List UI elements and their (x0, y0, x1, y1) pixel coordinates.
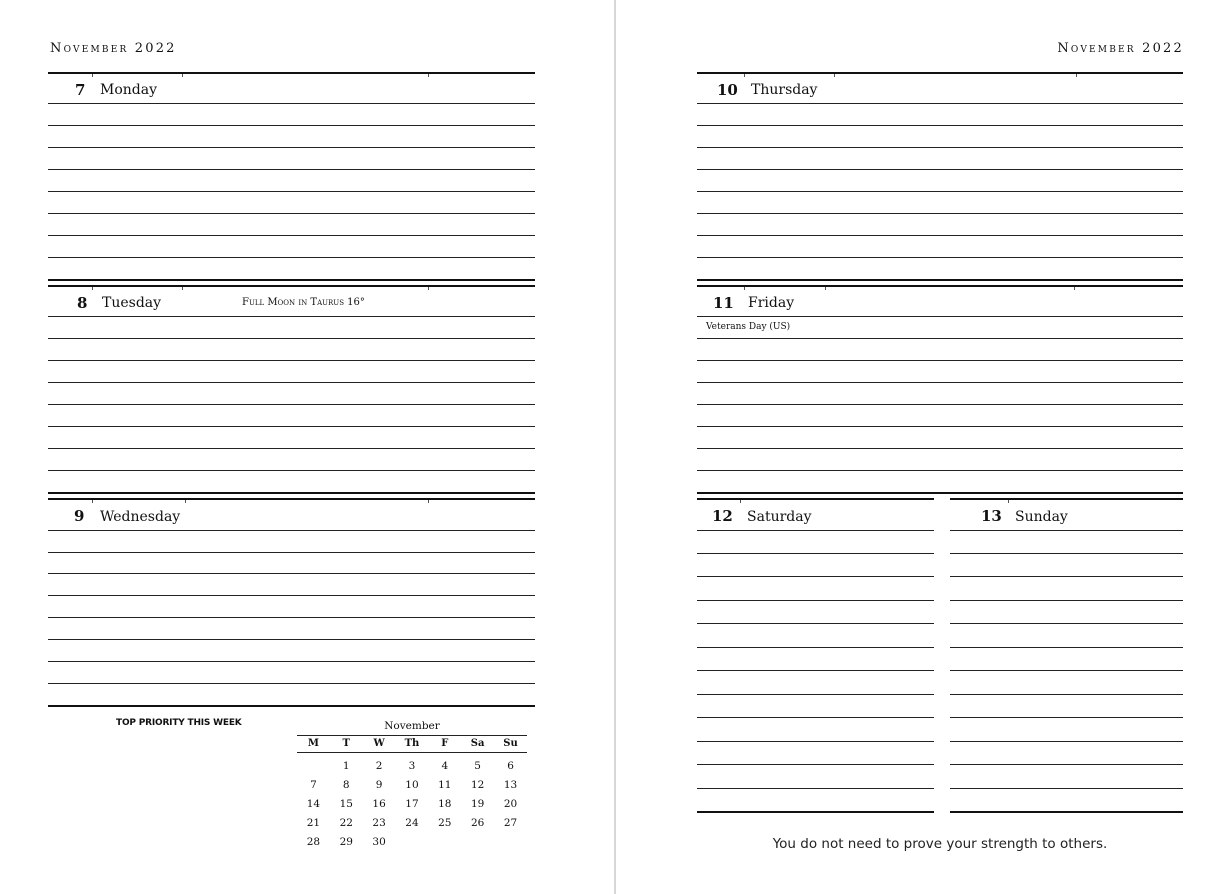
calendar-date[interactable]: 6 (507, 759, 514, 772)
calendar-date[interactable]: 7 (310, 778, 317, 791)
day-block-saturday[interactable] (697, 498, 934, 816)
day-block-wednesday[interactable] (48, 498, 535, 708)
calendar-date[interactable]: 4 (441, 759, 449, 772)
calendar-date[interactable]: 12 (470, 778, 485, 791)
calendar-date[interactable]: 21 (306, 816, 321, 829)
calendar-date[interactable]: 29 (339, 835, 353, 848)
holiday-label: Veterans Day (US) (706, 322, 791, 332)
day-block-sunday[interactable] (950, 498, 1183, 816)
day-number: 13 (981, 507, 1002, 525)
day-number: 7 (75, 81, 86, 99)
weekday-header: W (363, 736, 396, 753)
calendar-date[interactable]: 23 (372, 816, 386, 829)
day-name: Saturday (747, 509, 812, 525)
day-number: 11 (713, 294, 734, 312)
day-block-thursday[interactable] (697, 72, 1183, 286)
weekday-header: F (428, 736, 461, 753)
calendar-date[interactable]: 11 (438, 778, 452, 791)
calendar-date[interactable]: 9 (375, 778, 383, 791)
day-block-friday[interactable] (697, 285, 1183, 499)
day-name: Tuesday (102, 295, 162, 311)
day-block-tuesday[interactable] (48, 285, 535, 499)
calendar-date[interactable]: 1 (342, 759, 350, 772)
calendar-date[interactable] (428, 832, 461, 851)
calendar-date[interactable]: 22 (339, 816, 353, 829)
weekday-header: T (330, 736, 363, 753)
moon-event: Full Moon in Taurus 16° (242, 297, 365, 308)
day-name: Monday (100, 82, 157, 98)
weekday-header: Su (494, 736, 527, 753)
calendar-date[interactable]: 10 (405, 778, 419, 791)
mini-calendar (297, 720, 527, 851)
day-number: 9 (74, 507, 85, 525)
calendar-date[interactable]: 14 (306, 797, 321, 810)
calendar-date[interactable]: 15 (339, 797, 353, 810)
calendar-date[interactable]: 13 (503, 778, 518, 791)
calendar-date[interactable]: 26 (470, 816, 485, 829)
calendar-date[interactable]: 19 (470, 797, 485, 810)
day-name: Friday (748, 295, 795, 311)
calendar-date[interactable]: 18 (438, 797, 452, 810)
top-priority-label: TOP PRIORITY THIS WEEK (116, 718, 242, 728)
calendar-date[interactable]: 20 (503, 797, 518, 810)
weekly-quote: You do not need to prove your strength to others. (772, 836, 1108, 852)
mini-calendar-grid (297, 735, 527, 851)
day-name: Thursday (751, 82, 818, 98)
calendar-date[interactable] (461, 832, 494, 851)
day-number: 10 (717, 81, 738, 99)
calendar-date[interactable]: 2 (375, 759, 383, 772)
page-divider (614, 0, 616, 894)
calendar-date[interactable]: 24 (405, 816, 419, 829)
calendar-date[interactable]: 5 (474, 759, 481, 772)
calendar-date[interactable]: 3 (408, 759, 416, 772)
weekday-header: Th (396, 736, 429, 753)
calendar-date[interactable] (396, 832, 429, 851)
right-month-header: November 2022 (1057, 41, 1184, 56)
mini-calendar-title: November (384, 720, 440, 732)
calendar-date[interactable]: 30 (372, 835, 386, 848)
day-block-monday[interactable] (48, 72, 535, 286)
day-number: 12 (712, 507, 733, 525)
day-number: 8 (77, 294, 88, 312)
calendar-date[interactable]: 8 (342, 778, 350, 791)
calendar-date[interactable]: 28 (306, 835, 321, 848)
calendar-date[interactable]: 17 (405, 797, 419, 810)
weekday-header: Sa (461, 736, 494, 753)
calendar-date[interactable] (297, 753, 330, 776)
day-name: Wednesday (100, 509, 181, 525)
calendar-date[interactable] (494, 832, 527, 851)
calendar-date[interactable]: 16 (372, 797, 386, 810)
day-name: Sunday (1015, 509, 1068, 525)
calendar-date[interactable]: 25 (438, 816, 452, 829)
calendar-date[interactable]: 27 (503, 816, 518, 829)
left-month-header: November 2022 (50, 41, 177, 56)
weekday-header: M (297, 736, 330, 753)
